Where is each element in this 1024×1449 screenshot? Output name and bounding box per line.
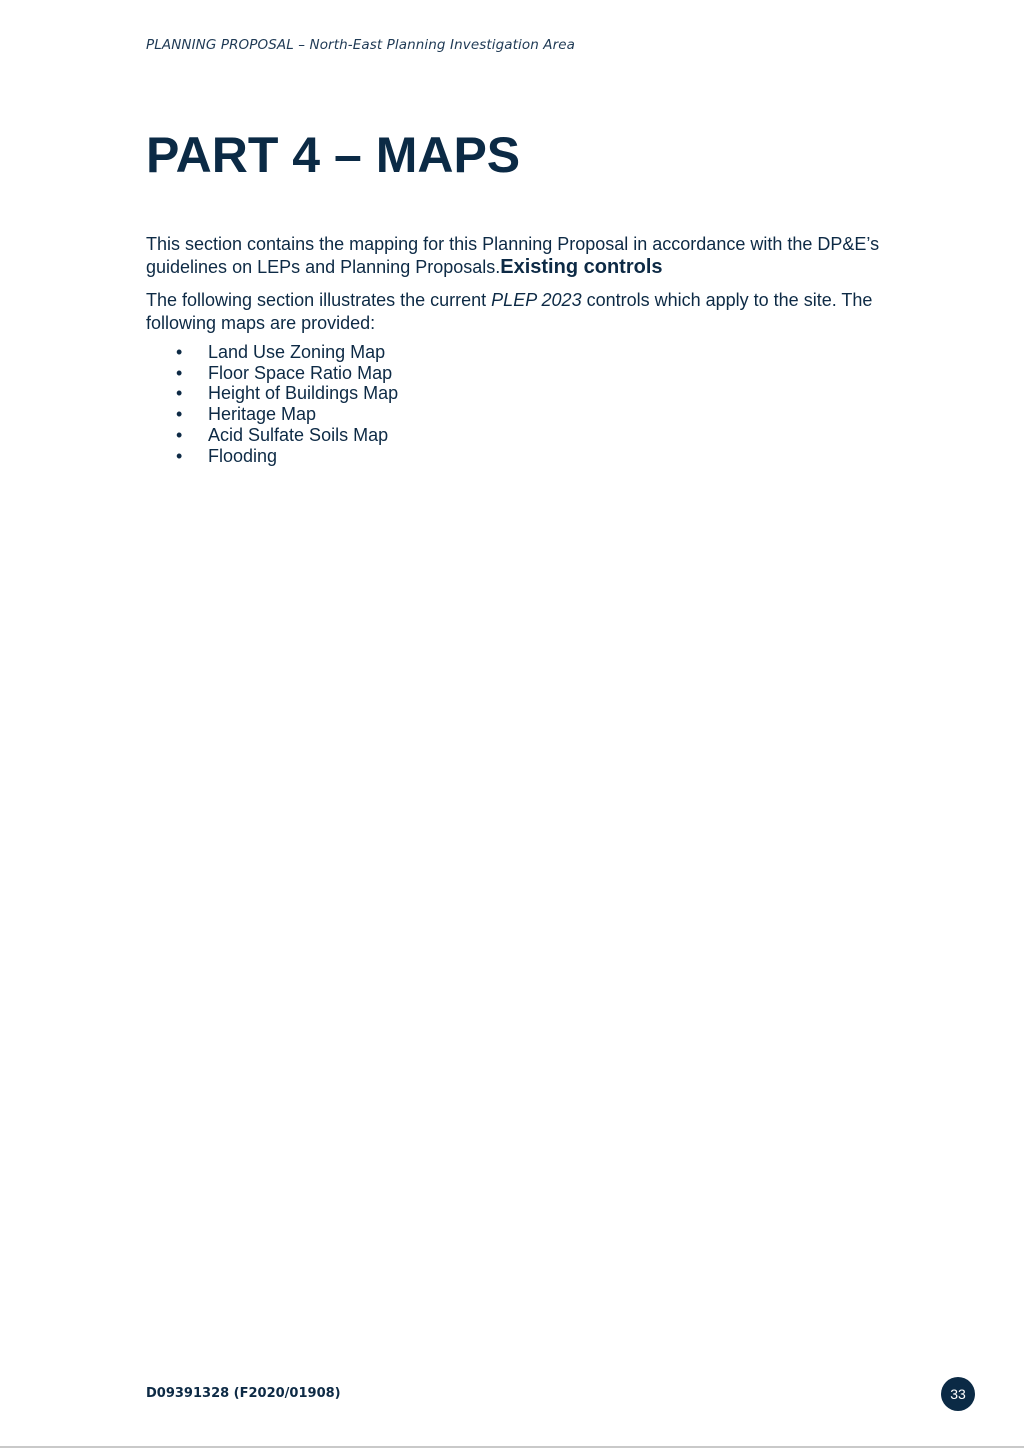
bullet-icon: • (176, 404, 183, 425)
bullet-icon: • (176, 383, 183, 404)
instrument-name: PLEP 2023 (491, 290, 582, 310)
page-title: PART 4 – MAPS (146, 127, 521, 183)
bullet-icon: • (176, 362, 183, 383)
list-item (146, 363, 398, 384)
list-item-label: Heritage Map (208, 404, 317, 425)
list-item (146, 404, 398, 425)
list-item (146, 383, 398, 404)
bullet-icon: • (176, 342, 183, 362)
intro-paragraph (146, 233, 936, 278)
existing-text-after: controls which apply to the site. The following maps are provided: (146, 290, 873, 333)
list-item-label: Land Use Zoning Map (208, 342, 386, 362)
existing-controls-heading: Existing controls (500, 255, 663, 278)
intro-text: This section contains the mapping for this Planning Proposal in accordance with the DP&E’s guidelines on LEPs and Planning Proposals. (146, 234, 880, 277)
bullet-icon: • (176, 445, 183, 466)
list-item-label: Height of Buildings Map (208, 383, 399, 404)
bullet-icon: • (176, 424, 183, 445)
list-item-label: Flooding (208, 445, 278, 466)
existing-text-before: The following section illustrates the current (146, 290, 492, 310)
running-header: PLANNING PROPOSAL – North-East Planning Investigation Area (146, 37, 576, 53)
list-item-label: Acid Sulfate Soils Map (208, 424, 389, 445)
existing-controls-paragraph (146, 289, 936, 334)
document-reference: D09391328 (F2020/01908) (146, 1386, 341, 1401)
maps-list (146, 342, 398, 466)
list-item (146, 425, 398, 446)
page-number-badge: 33 (941, 1377, 975, 1411)
list-item-label: Floor Space Ratio Map (208, 362, 393, 383)
page-bottom-divider (0, 1446, 1024, 1448)
list-item (146, 342, 398, 363)
list-item (146, 446, 398, 467)
